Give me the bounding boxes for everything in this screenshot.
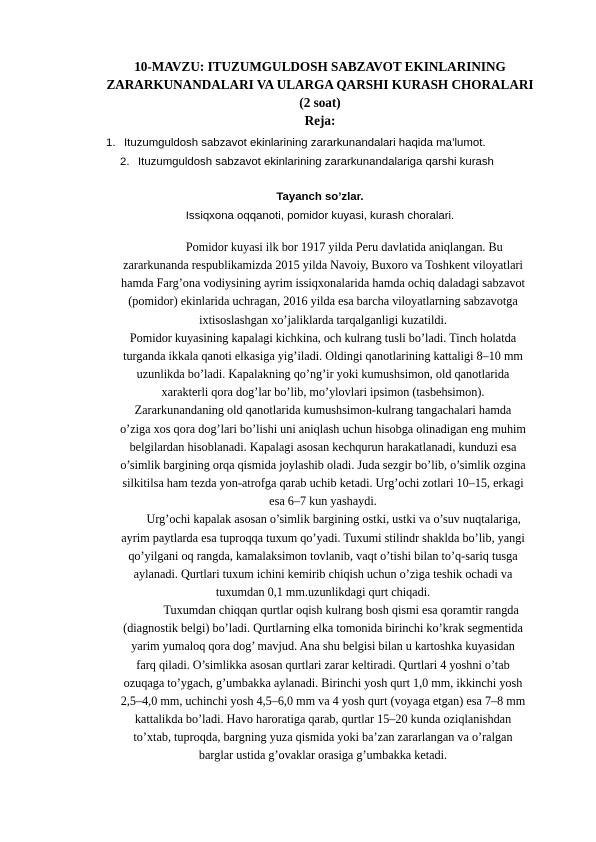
body-paragraph	[88, 238, 558, 510]
body-line: to’xtab, tuproqda, bargning yuza qismida yoki ba’zan zararlangan va o’ralgan	[133, 730, 513, 745]
body-line: hamda Farg’ona vodiysining ayrim issiqxonalarida hamda ochiq daladagi sabzavot	[121, 276, 525, 291]
body-line: 2,5–4,0 mm, uchinchi yosh 4,5–6,0 mm va 4 yosh qurt (voyaga etgan) esa 7–8 mm	[120, 693, 526, 708]
body-line: xarakterli qora dog’lar bo’lib, mo’ylovlari ipsimon (tasbehsimon).	[161, 385, 485, 400]
body-line: ozuqaga to’ygach, g’umbakka aylanadi. Birinchi yosh qurt 1,0 mm, ikkinchi yosh	[123, 675, 523, 690]
body-line: Pomidor kuyasi ilk bor 1917 yilda Peru davlatida aniqlangan. Bu	[143, 240, 503, 254]
body-text	[88, 238, 558, 765]
body-line: (pomidor) ekinlarida uchragan, 2016 yilda esa barcha viloyatlarning sabzavotga	[128, 294, 518, 309]
body-line: uzunlikda bo’ladi. Kapalakning qo’ng’ir yoki kumushsimon, old qanotlarida	[136, 367, 510, 382]
keywords-title: Tayanch so’zlar.	[276, 191, 364, 203]
body-line: zararkunanda respublikamizda 2015 yilda Navoiy, Buxoro va Toshkent viloyatlari	[123, 258, 523, 273]
body-line: (diagnostik belgi) bo’ladi. Qurtlarning elka tomonida birinchi ko’krak segmentida	[123, 621, 523, 636]
body-line: kattalikda bo’ladi. Havo haroratiga qarab, qurtlar 15–20 kunda oziqlanishdan	[134, 712, 512, 727]
body-line: silkitilsa ham tezda yon-atrofga qarab uchib ketadi. Urg’ochi zotlari 10–15, erkagi	[122, 476, 524, 491]
body-line: esa 6–7 kun yashaydi.	[269, 494, 377, 509]
plan-heading: Reja:	[304, 113, 336, 128]
body-paragraph	[88, 510, 558, 601]
plan-item-text: Ituzumguldosh sabzavot ekinlarining zararkunandalari haqida ma’lumot.	[124, 137, 486, 149]
plan-item-number: 1.	[106, 137, 116, 149]
body-line: belgilardan hisoblanadi. Kapalagi asosan kechqurun harakatlanadi, kunduzi esa	[129, 439, 517, 454]
body-line: o’ziga xos qora dog’lari bo’lishi uni aniqlash uchun hisobga olinadigan eng muhim	[120, 421, 526, 436]
body-line: Zararkunandaning old qanotlarida kumushsimon-kulrang tangachalari hamda	[134, 403, 512, 418]
body-line: Tuxumdan chiqqan qurtlar oqish kulrang bosh qismi esa qoramtir rangda	[127, 603, 519, 618]
title-line: ZARARKUNANDALARI VA ULARGA QARSHI KURASH CHORALARI	[106, 77, 534, 92]
plan-item-text: Ituzumguldosh sabzavot ekinlarining zararkunandalariga qarshi kurash	[138, 156, 494, 168]
body-line: barglar ustida g’ovaklar orasiga g’umbakka ketadi.	[198, 748, 448, 763]
body-line: qo’yilgani oq rangda, kamalaksimon tovlanib, vaqt o’tishi bilan to’q-sariq tusga	[128, 548, 518, 563]
body-line: ixtisoslashgan xo’jaliklarda tarqalganligi kuzatildi.	[199, 312, 447, 327]
body-line: aylanadi. Qurtlari tuxum ichini kemirib chiqish uchun o’ziga teshik ochadi va	[133, 566, 513, 581]
body-line: tuxumdan 0,1 mm.uzunlikdagi qurt chiqadi.	[215, 584, 431, 599]
body-paragraph	[88, 601, 558, 764]
plan-item	[106, 134, 486, 152]
duration-label: (2 soat)	[299, 95, 341, 110]
keywords-text: Issiqxona oqqanoti, pomidor kuyasi, kurash choralari.	[185, 210, 455, 222]
body-line: Urg’ochi kapalak asosan o’simlik bargining ostki, ustki va o’suv nuqtalariga,	[125, 512, 521, 527]
body-line: farq qiladi. O’simlikka asosan qurtlari zarar keltiradi. Qurtlari 4 yoshni o’tab	[136, 657, 510, 672]
body-line: turganda ikkala qanoti elkasiga yig’iladi. Oldingi qanotlarining kattaligi 8–10 mm	[123, 348, 523, 363]
body-line: o’simlik bargining orqa qismida joylashib oladi. Juda sezgir bo’lib, o’simlik ozgina	[120, 457, 526, 472]
body-line: ayrim paytlarda esa tuproqqa tuxum qo’yadi. Tuxumi stilindr shaklda bo’lib, yangi	[121, 530, 525, 545]
plan-item	[120, 153, 494, 171]
plan-item-number: 2.	[120, 156, 130, 168]
title-line: 10-MAVZU: ITUZUMGULDOSH SABZAVOT EKINLARINING	[134, 59, 506, 74]
topic-title	[80, 58, 560, 130]
body-line: yarim yumaloq qora dog’ mavjud. Ana shu belgisi bilan u kartoshka kuyasidan	[131, 639, 515, 654]
body-line: Pomidor kuyasining kapalagi kichkina, och kulrang tusli bo’ladi. Tinch holatda	[129, 330, 517, 345]
